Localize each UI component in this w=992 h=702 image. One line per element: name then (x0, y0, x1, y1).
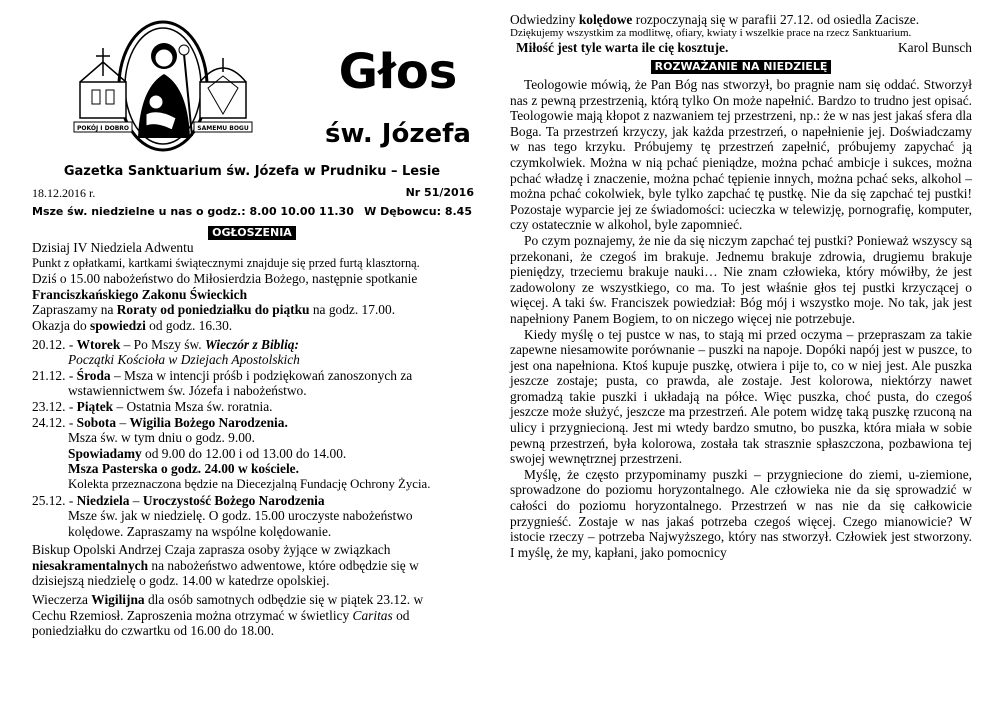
text-span: na nabożeństwo adwentowe, które odbędzie się w (148, 557, 419, 573)
essay-paragraph: Myślę, że często przypominamy puszki – przygniecione do ziemi, u-ziemione, sprowadzone do poziomu horyzontalnego. Ale człowieka nie da się sprowadzić w całości do poziomu horyzontalnego. Przestrzeń w nas nie da się całkowicie przygnieść. Zostaje w nas jakaś potrzeba czegoś więcej. Czego mianowicie? W istocie rzeczy – potrzeba Najwyższego, który nas stworzył. Człowiek jest stworzony. I myślę, że my, kapłani, jako pomocnicy (510, 466, 972, 560)
text-span: rozpoczynają się w parafii 27.12. od osiedla Zacisze. (632, 12, 920, 27)
text-span: niesakramentalnych (32, 557, 149, 573)
announcement-line: Dzisiaj IV Niedziela Adwentu (32, 240, 194, 255)
text-span: Wtorek (76, 336, 121, 352)
schedule-day-25 (32, 493, 476, 509)
text-span: Piątek (76, 398, 114, 414)
text-span: Wigilia Bożego Narodzenia. (129, 414, 288, 430)
mass-times-local: Msze św. niedzielne u nas o godz.: 8.00 10.00 11.30 (32, 205, 354, 218)
dateline (32, 186, 476, 201)
koledowe-note (510, 12, 972, 27)
schedule-line: wstawiennictwem św. Józefa i nabożeństwo. (68, 383, 307, 399)
rozwazanie-heading: ROZWAŻANIE NA NIEDZIELĘ (651, 60, 832, 74)
text-span: na godz. 17.00. (309, 302, 396, 318)
text-span: od godz. 16.30. (145, 317, 233, 333)
text-span: 24.12. - (32, 414, 77, 430)
schedule-line (32, 446, 476, 462)
text-span: 20.12. - (32, 336, 77, 352)
announcement-line (32, 558, 476, 574)
schedule-line: Msza św. w tym dniu o godz. 9.00. (68, 430, 255, 446)
announcement-line: Dziś o 15.00 nabożeństwo do Miłosierdzia Bożego, następnie spotkanie (32, 271, 418, 287)
schedule-line (32, 352, 476, 368)
schedule-line: Msza Pasterska o godz. 24.00 w kościele. (68, 461, 299, 477)
essay-paragraph: Teologowie mówią, że Pan Bóg nas stworzył, bo pragnie nam się oddać. Stworzył nas z pewną przestrzenią, którą tylko On może napełnić. Bardzo to trudno jest opisać. Teologowie mają kłopot z nazwaniem tej przestrzeni, np.: że w nas jest jakaś sfera dla Boga. Ta przestrzeń krzyczy, jak każda przestrzeń, o napełnienie jej. Doświadczamy w nas tego krzyku. Próbujemy tę przestrzeń zapełnić, próbujemy zapychać ją czymkolwiek. Można w nią pchać pieniądze, można pchać ambicje i sukces, można pchać władzę i znaczenie, można pchać tępienie innych, można pchać seks, alkohol – można pchać cokolwiek, byle tylko zapchać tę pustkę. Nie da się zapchać tej pustki! Pozostaje wyparcie jej ze świadomości: ucieczka w telewizję, pornografię, komputer, czy ostatecznie w alkohol, byle zapomnieć. (510, 77, 972, 233)
schedule-day-24 (32, 415, 476, 431)
text-span: Zapraszamy na (32, 302, 117, 318)
text-span: dla osób samotnych odbędzie się w piątek 23.12. w (144, 592, 424, 608)
text-span: – Po Mszy św. (120, 336, 205, 352)
text-span: Spowiadamy (68, 445, 142, 461)
announcement-line: poniedziałku do czwartku od 16.00 do 18.00. (32, 623, 275, 639)
text-span: Sobota (76, 414, 117, 430)
text-span: Początki Kościoła w Dziejach Apostolskich (68, 352, 300, 368)
schedule-day-21 (32, 368, 476, 384)
announcement-line (32, 592, 476, 608)
schedule-line: kolędowe. Zapraszamy na wspólne kolędowanie. (68, 523, 332, 539)
text-span: – Msza w intencji próśb i podziękowań zanoszonych za (110, 367, 413, 383)
text-span: Uroczystość Bożego Narodzenia (142, 492, 325, 508)
text-span: Wieczerza (32, 592, 92, 608)
text-span: Odwiedziny (510, 12, 579, 27)
text-span: Roraty od poniedziałku do piątku (116, 302, 310, 318)
text-span: Cechu Rzemiosł. Zaproszenia można otrzymać w świetlicy (32, 607, 353, 623)
announcement-line: Punkt z opłatkami, kartkami świątecznymi znajduje się przed furtą klasztorną. (32, 255, 420, 270)
quote-author: Karol Bunsch (897, 40, 972, 55)
announcement-line: dzisiejszą niedzielę o godz. 14.00 w katedrze opolskiej. (32, 573, 330, 589)
quote-line (510, 40, 972, 55)
ogloszenia-heading-wrap (28, 223, 476, 241)
masthead-title: Głos (338, 44, 458, 100)
text-span: Wigilijna (91, 592, 145, 608)
text-span: Wieczór z Biblią: (204, 336, 299, 352)
left-column (28, 12, 476, 692)
text-span: Okazja do (32, 317, 91, 333)
text-span: – (129, 492, 143, 508)
issue-date: 18.12.2016 r. (32, 186, 96, 200)
rozwazanie-heading-wrap (510, 57, 972, 75)
text-span: Środa (76, 367, 111, 383)
logo-left-motto: POKÓJ I DOBRO (77, 125, 129, 132)
essay-paragraph: Po czym poznajemy, że nie da się niczym zapchać tej pustki? Ponieważ wszyscy są przekonani, że czegoś im brakuje. Jednemu brakuje zdrowia, drugiemu brakuje pieniędzy, trzeciemu brakuje nauki… Nie znam człowieka, który mówiłby, że jest zadowolony ze wszystkiego, co ma. To jest właśnie głos tej pustki krzyczącej o więcej. A taki św. Franciszek powiedział: Bóg mój i wszystko moje. No tak, jak jest napełniony Panem Bogiem, to on niczego więcej nie potrzebuje. (510, 232, 972, 326)
essay (510, 77, 972, 560)
schedule-day-23 (32, 399, 476, 415)
announcement-line (32, 302, 476, 318)
text-span: – (116, 414, 130, 430)
text-span: kolędowe (578, 12, 633, 27)
announcement-line (32, 318, 476, 334)
announcement-line: Franciszkańskiego Zakonu Świeckich (32, 286, 248, 302)
right-announcements (510, 12, 972, 55)
text-span: Niedziela (76, 492, 130, 508)
schedule-line: Msze św. jak w niedzielę. O godz. 15.00 uroczyste nabożeństwo (68, 508, 413, 524)
text-span: – Ostatnia Msza św. roratnia. (113, 398, 273, 414)
right-column (510, 12, 972, 692)
quote-text: Miłość jest tyle warta ile cię kosztuje. (516, 40, 729, 55)
text-span: Caritas (352, 607, 393, 623)
schedule-day-20 (32, 337, 476, 353)
sanctuary-logo (58, 18, 268, 154)
announcement-line: Biskup Opolski Andrzej Czaja zaprasza osoby żyjące w związkach (32, 542, 391, 558)
issue-number: Nr 51/2016 (405, 186, 474, 199)
masthead-subtitle-name: św. Józefa (325, 119, 471, 149)
ogloszenia-heading: OGŁOSZENIA (208, 226, 296, 240)
text-span: 21.12. - (32, 367, 77, 383)
essay-paragraph: Kiedy myślę o tej pustce w nas, to stają mi przed oczyma – przepraszam za takie zapewne niesamowite porównanie – puszki na napoje. Dopóki napój jest w puszce, to jest ona napełniona. Ktoś kupuje puszkę, otwiera i pije to, co w niej jest. Ale puszka jeszcze zostaje; pusta, co prawda, ale zostaje. Jest kolorowa, niektórzy nawet gromadzą takie puszki i układają na półce. Więc puszka, choć pusta, do czegoś jeszcze może służyć, jeszcze ma przestrzeń. Ale potem widzę taką puszkę rzuconą na ulicy i przygniecioną. Jest mi wtedy bardzo smutno, bo puszka, która miała w sobie pewną przestrzeń, była kolorowa, została tak strasznie spłaszczona, pozbawiona tej swojej wewnętrznej przestrzeni. (510, 326, 972, 467)
text-span: spowiedzi (90, 317, 146, 333)
schedule-line: Kolekta przeznaczona będzie na Diecezjalną Fundację Ochrony Życia. (68, 476, 431, 491)
text-span: od 9.00 do 12.00 i od 13.00 do 14.00. (141, 445, 347, 461)
text-span: 23.12. - (32, 398, 77, 414)
mass-times-debowiec: W Dębowcu: 8.45 (364, 205, 472, 218)
thanks-note: Dziękujemy wszystkim za modlitwę, ofiary, kwiaty i wszelkie prace na rzecz Sanktuarium. (510, 27, 912, 39)
gazette-subtitle: Gazetka Sanktuarium św. Józefa w Prudniku – Lesie (63, 164, 441, 179)
mass-times (32, 205, 476, 218)
text-span: 25.12. - (32, 492, 77, 508)
announcements (32, 240, 476, 639)
logo-right-motto: SAMEMU BOGU (197, 125, 249, 132)
text-span: od (392, 607, 410, 623)
announcement-line (32, 608, 476, 624)
